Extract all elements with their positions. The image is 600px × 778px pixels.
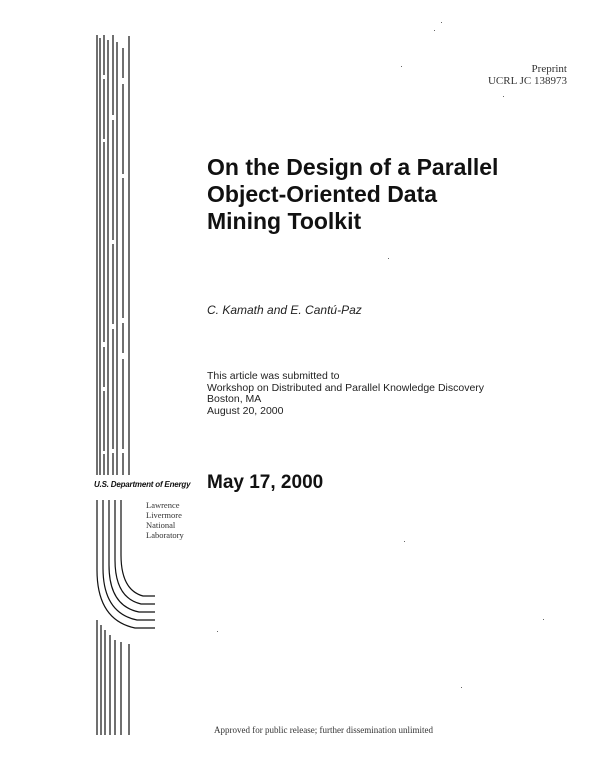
title-line-1: On the Design of a Parallel [207,154,499,180]
submission-line-4: August 20, 2000 [207,404,284,417]
publication-date: May 17, 2000 [207,472,324,493]
authors: C. Kamath and E. Cantú-Paz [207,303,362,317]
release-statement: Approved for public release; further dissemination unlimited [214,725,433,735]
lab-name [146,500,184,540]
scan-speck [388,258,389,259]
scan-speck [461,687,462,688]
submission-line-2: Workshop on Distributed and Parallel Knowledge Discovery [207,381,485,394]
title-line-3: Mining Toolkit [207,208,362,234]
scan-speck [401,66,402,67]
scan-speck [543,619,544,620]
llnl-logo [85,30,155,750]
scan-speck [503,96,504,97]
lab-line-1: Lawrence [146,500,180,510]
title-line-2: Object-Oriented Data [207,181,438,207]
paper-title [207,154,587,235]
scan-speck [404,541,405,542]
scan-speck [434,30,435,31]
lab-line-2: Livermore [146,510,182,520]
doe-label: U.S. Department of Energy [94,480,191,489]
lab-line-3: National [146,520,176,530]
preprint-line-1: Preprint [531,63,567,75]
lab-line-4: Laboratory [146,530,184,540]
submission-line-3: Boston, MA [207,393,262,405]
submission-note [207,371,484,417]
preprint-label [488,63,567,87]
submission-line-1: This article was submitted to [207,370,340,382]
scan-speck [441,22,442,23]
scan-speck [217,631,218,632]
report-number: UCRL JC 138973 [487,75,567,87]
